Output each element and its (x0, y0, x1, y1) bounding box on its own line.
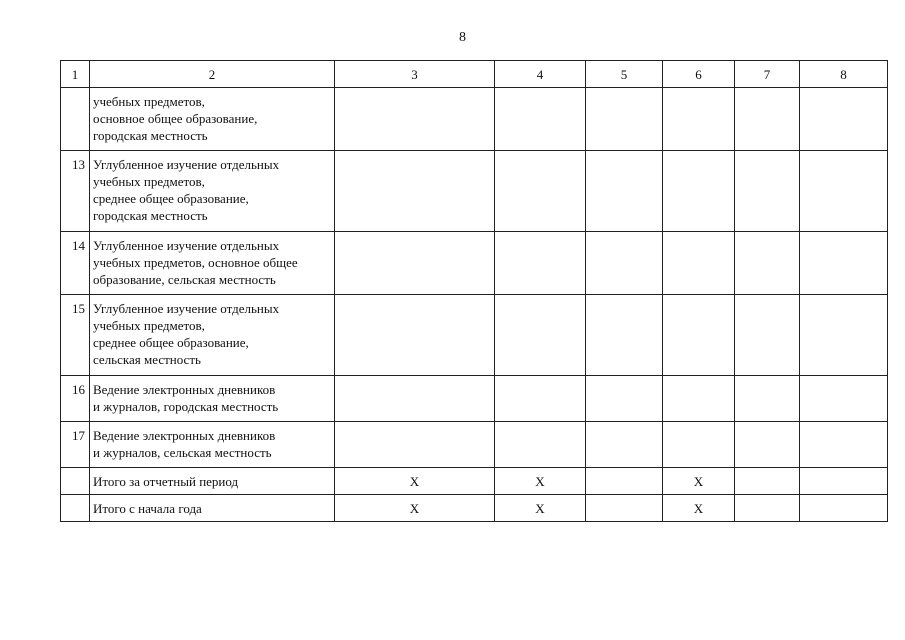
cell (800, 232, 888, 295)
header-col-3: 3 (335, 61, 495, 88)
cell (800, 88, 888, 151)
cross-mark: X (663, 468, 735, 495)
report-table (60, 60, 888, 522)
table-row (61, 422, 888, 468)
cell (735, 295, 800, 376)
total-label: Итого за отчетный период (90, 468, 335, 495)
cell (586, 495, 663, 522)
cell (800, 468, 888, 495)
cell (495, 232, 586, 295)
cross-mark: X (663, 495, 735, 522)
header-col-4: 4 (495, 61, 586, 88)
cell (586, 468, 663, 495)
row-description: Ведение электронных дневников и журналов, городская местность (90, 376, 335, 422)
header-col-7: 7 (735, 61, 800, 88)
cell (335, 151, 495, 232)
row-number: 15 (61, 295, 90, 376)
cell (586, 232, 663, 295)
total-row-year (61, 495, 888, 522)
row-description: Углубленное изучение отдельных учебных предметов, среднее общее образование, сельская местность (90, 295, 335, 376)
cell (586, 422, 663, 468)
row-number (61, 88, 90, 151)
cross-mark: X (495, 495, 586, 522)
row-number: 14 (61, 232, 90, 295)
cross-mark: X (335, 495, 495, 522)
cross-mark: X (495, 468, 586, 495)
row-description: Ведение электронных дневников и журналов, сельская местность (90, 422, 335, 468)
row-description: учебных предметов, основное общее образование, городская местность (90, 88, 335, 151)
row-description: Углубленное изучение отдельных учебных предметов, среднее общее образование, городская местность (90, 151, 335, 232)
header-col-6: 6 (663, 61, 735, 88)
page-number: 8 (459, 30, 466, 45)
cell (335, 88, 495, 151)
cell (800, 422, 888, 468)
table-row (61, 232, 888, 295)
cell (800, 376, 888, 422)
row-number: 17 (61, 422, 90, 468)
cell (495, 88, 586, 151)
header-row (61, 61, 888, 88)
row-number: 13 (61, 151, 90, 232)
cell (800, 295, 888, 376)
cell (800, 495, 888, 522)
table-row (61, 295, 888, 376)
header-col-5: 5 (586, 61, 663, 88)
cell (495, 422, 586, 468)
header-col-8: 8 (800, 61, 888, 88)
cell (663, 376, 735, 422)
cell (586, 376, 663, 422)
table-row (61, 376, 888, 422)
cell (61, 468, 90, 495)
cell (663, 88, 735, 151)
cell (735, 232, 800, 295)
total-label: Итого с начала года (90, 495, 335, 522)
total-row-period (61, 468, 888, 495)
cell (663, 151, 735, 232)
cell (335, 232, 495, 295)
table-row (61, 151, 888, 232)
cell (335, 376, 495, 422)
cell (335, 295, 495, 376)
cell (735, 422, 800, 468)
cross-mark: X (335, 468, 495, 495)
header-col-1: 1 (61, 61, 90, 88)
cell (735, 88, 800, 151)
cell (586, 88, 663, 151)
header-col-2: 2 (90, 61, 335, 88)
row-number: 16 (61, 376, 90, 422)
cell (495, 376, 586, 422)
cell (61, 495, 90, 522)
cell (495, 151, 586, 232)
cell (663, 422, 735, 468)
cell (735, 495, 800, 522)
cell (735, 468, 800, 495)
cell (586, 295, 663, 376)
cell (663, 295, 735, 376)
cell (800, 151, 888, 232)
cell (735, 376, 800, 422)
cell (586, 151, 663, 232)
cell (335, 422, 495, 468)
cell (735, 151, 800, 232)
cell (495, 295, 586, 376)
cell (663, 232, 735, 295)
table-row (61, 88, 888, 151)
row-description: Углубленное изучение отдельных учебных предметов, основное общее образование, сельская местность (90, 232, 335, 295)
